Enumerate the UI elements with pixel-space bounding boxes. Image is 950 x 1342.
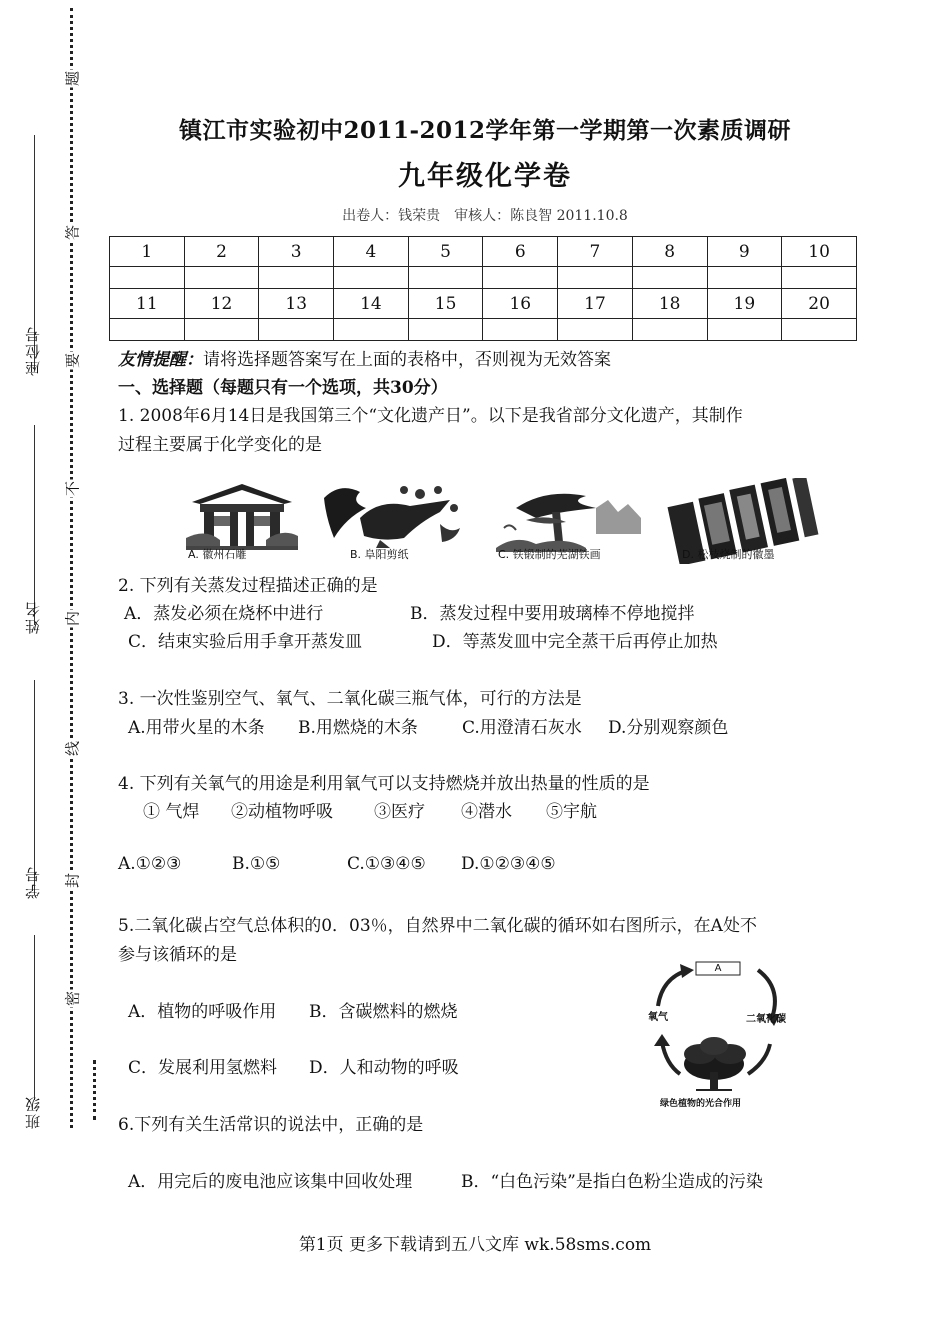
answer-cell[interactable] bbox=[110, 319, 185, 341]
cycle-label-co2: 二氧化碳 bbox=[746, 1014, 786, 1025]
seal-char-ti: 题 bbox=[63, 71, 82, 87]
answer-cell[interactable] bbox=[707, 267, 782, 289]
question-number-cell: 5 bbox=[408, 237, 483, 267]
answer-cell[interactable] bbox=[259, 267, 334, 289]
seal-char-nei: 内 bbox=[63, 611, 82, 627]
answer-cell[interactable] bbox=[110, 267, 185, 289]
q4-item-3: ③医疗 bbox=[374, 802, 425, 822]
seal-char-yao: 要 bbox=[63, 353, 82, 369]
q2-option-d: D．等蒸发皿中完全蒸干后再停止加热 bbox=[432, 632, 718, 652]
class-label: 班级 bbox=[24, 1095, 42, 1129]
q6-stem: 6.下列有关生活常识的说法中，正确的是 bbox=[118, 1115, 424, 1135]
seal-dotted-line-short bbox=[93, 1060, 96, 1120]
answer-table-answer-row bbox=[110, 319, 857, 341]
answer-cell[interactable] bbox=[408, 319, 483, 341]
q4-option-c: C.①③④⑤ bbox=[347, 854, 426, 874]
answer-table-number-row bbox=[110, 289, 857, 319]
question-number-cell: 1 bbox=[110, 237, 185, 267]
question-number-cell: 6 bbox=[483, 237, 558, 267]
q5-option-d: D．人和动物的呼吸 bbox=[309, 1058, 459, 1078]
answer-cell[interactable] bbox=[184, 267, 259, 289]
seal-char-da: 答 bbox=[63, 225, 82, 241]
q4-item-2: ②动植物呼吸 bbox=[231, 802, 333, 822]
student-no-label: 学号 bbox=[24, 865, 42, 899]
question-number-cell: 15 bbox=[408, 289, 483, 319]
question-number-cell: 8 bbox=[632, 237, 707, 267]
question-number-cell: 4 bbox=[334, 237, 409, 267]
q5-option-c: C．发展利用氢燃料 bbox=[128, 1058, 278, 1078]
question-number-cell: 20 bbox=[782, 289, 857, 319]
question-number-cell: 17 bbox=[558, 289, 633, 319]
q5-option-b: B．含碳燃料的燃烧 bbox=[309, 1002, 458, 1022]
question-number-cell: 18 bbox=[632, 289, 707, 319]
q3-option-c: C.用澄清石灰水 bbox=[462, 718, 582, 738]
question-number-cell: 7 bbox=[558, 237, 633, 267]
question-number-cell: 16 bbox=[483, 289, 558, 319]
q1-stem-line1: 1. 2008年6月14日是我国第三个“文化遗产日”。以下是我省部分文化遗产，其制作 bbox=[118, 406, 743, 426]
q2-option-c: C．结束实验后用手拿开蒸发皿 bbox=[128, 632, 363, 652]
answer-cell[interactable] bbox=[558, 319, 633, 341]
answer-cell[interactable] bbox=[558, 267, 633, 289]
q3-stem: 3. 一次性鉴别空气、氧气、二氧化碳三瓶气体，可行的方法是 bbox=[118, 689, 582, 709]
cycle-label-photosynthesis: 绿色植物的光合作用 bbox=[660, 1099, 742, 1109]
answer-cell[interactable] bbox=[483, 319, 558, 341]
q1-caption-c: C. 铁锻制的芜湖铁画 bbox=[498, 548, 601, 561]
name-line bbox=[34, 425, 35, 625]
question-number-cell: 14 bbox=[334, 289, 409, 319]
seal-char-feng: 封 bbox=[63, 873, 82, 889]
q6-option-a: A．用完后的废电池应该集中回收处理 bbox=[128, 1172, 413, 1192]
q1-caption-d: D. 松枝烧制的徽墨 bbox=[682, 548, 775, 561]
q5-option-a: A．植物的呼吸作用 bbox=[128, 1002, 277, 1022]
seal-char-xian: 线 bbox=[63, 741, 82, 757]
q3-option-b: B.用燃烧的木条 bbox=[298, 718, 418, 738]
q4-option-b: B.①⑤ bbox=[232, 854, 281, 874]
q6-option-b: B．“白色污染”是指白色粉尘造成的污染 bbox=[461, 1172, 763, 1192]
q4-option-d: D.①②③④⑤ bbox=[461, 854, 556, 874]
hint-label: 友情提醒： bbox=[118, 350, 203, 370]
question-number-cell: 10 bbox=[782, 237, 857, 267]
q2-stem: 2. 下列有关蒸发过程描述正确的是 bbox=[118, 576, 378, 596]
q4-stem: 4. 下列有关氧气的用途是利用氧气可以支持燃烧并放出热量的性质的是 bbox=[118, 774, 650, 794]
seal-char-bu: 不 bbox=[63, 481, 82, 497]
q4-item-1: ① 气焊 bbox=[143, 802, 200, 822]
answer-cell[interactable] bbox=[259, 319, 334, 341]
cycle-box-a: A bbox=[714, 963, 722, 974]
section-heading: 一、选择题（每题只有一个选项，共30分） bbox=[118, 378, 448, 398]
seat-label: 座位号 bbox=[24, 325, 42, 376]
answer-table bbox=[109, 236, 857, 341]
exam-title: 镇江市实验初中2011-2012学年第一学期第一次素质调研 bbox=[178, 117, 792, 144]
question-number-cell: 19 bbox=[707, 289, 782, 319]
answer-cell[interactable] bbox=[408, 267, 483, 289]
answer-table-answer-row bbox=[110, 267, 857, 289]
exam-subtitle: 九年级化学卷 bbox=[398, 161, 572, 192]
answer-cell[interactable] bbox=[483, 267, 558, 289]
answer-cell[interactable] bbox=[334, 319, 409, 341]
question-number-cell: 12 bbox=[184, 289, 259, 319]
q4-item-5: ⑤宇航 bbox=[546, 802, 597, 822]
carbon-cycle-drawing bbox=[640, 958, 788, 1108]
question-number-cell: 2 bbox=[184, 237, 259, 267]
seal-char-mi: 密 bbox=[63, 991, 82, 1007]
answer-cell[interactable] bbox=[782, 319, 857, 341]
cycle-label-oxygen: 氧气 bbox=[648, 1012, 668, 1023]
answer-cell[interactable] bbox=[782, 267, 857, 289]
q2-option-a: A．蒸发必须在烧杯中进行 bbox=[124, 604, 324, 624]
q1-stem-line2: 过程主要属于化学变化的是 bbox=[118, 435, 322, 455]
student-no-line bbox=[34, 680, 35, 895]
exam-authors: 出卷人：钱荣贵 审核人：陈良智 2011.10.8 bbox=[342, 208, 628, 224]
q5-stem-line2: 参与该循环的是 bbox=[118, 945, 237, 965]
question-number-cell: 3 bbox=[259, 237, 334, 267]
question-number-cell: 11 bbox=[110, 289, 185, 319]
seal-dotted-line bbox=[70, 8, 73, 1128]
answer-cell[interactable] bbox=[184, 319, 259, 341]
q3-option-d: D.分别观察颜色 bbox=[608, 718, 729, 738]
q5-stem-line1: 5.二氧化碳占空气总体积的0．03％，自然界中二氧化碳的循环如右图所示，在A处不 bbox=[118, 916, 757, 936]
q3-option-a: A.用带火星的木条 bbox=[128, 718, 265, 738]
q1-caption-a: A. 徽州石雕 bbox=[188, 548, 247, 561]
question-number-cell: 9 bbox=[707, 237, 782, 267]
q1-caption-b: B. 阜阳剪纸 bbox=[350, 548, 409, 561]
name-label: 姓名 bbox=[24, 600, 42, 634]
class-line bbox=[34, 935, 35, 1100]
q2-option-b: B．蒸发过程中要用玻璃棒不停地搅拌 bbox=[410, 604, 695, 624]
hint-text: 请将选择题答案写在上面的表格中，否则视为无效答案 bbox=[203, 350, 611, 370]
q4-item-4: ④潜水 bbox=[461, 802, 512, 822]
q4-option-a: A.①②③ bbox=[118, 854, 182, 874]
answer-table-number-row bbox=[110, 237, 857, 267]
hint-line bbox=[118, 345, 611, 370]
answer-cell[interactable] bbox=[707, 319, 782, 341]
answer-cell[interactable] bbox=[632, 319, 707, 341]
carbon-cycle-diagram bbox=[640, 958, 788, 1108]
question-number-cell: 13 bbox=[259, 289, 334, 319]
page-footer: 第1页 更多下载请到五八文库 wk.58sms.com bbox=[298, 1235, 652, 1255]
answer-cell[interactable] bbox=[334, 267, 409, 289]
answer-cell[interactable] bbox=[632, 267, 707, 289]
